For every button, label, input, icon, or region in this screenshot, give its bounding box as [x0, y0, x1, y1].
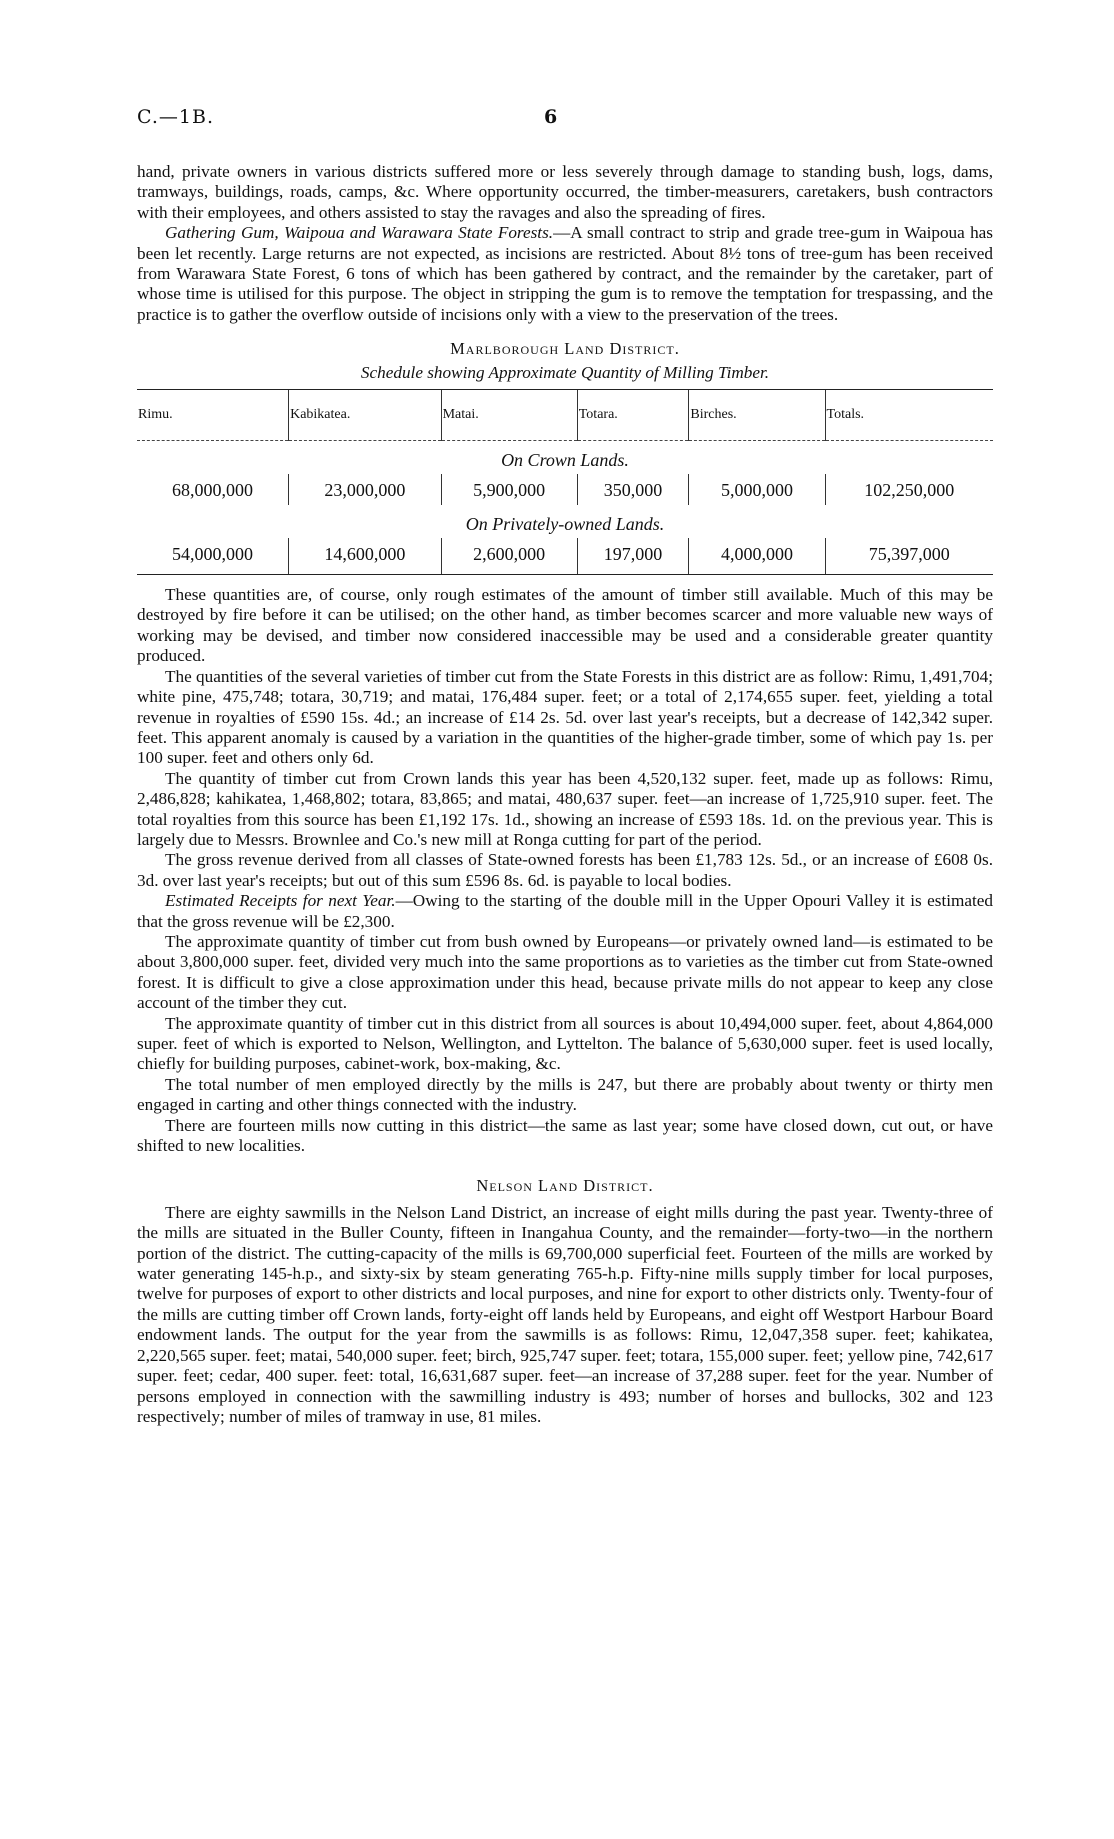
private-lands-label: On Privately-owned Lands. [465, 513, 665, 534]
paragraph-gum [137, 223, 993, 325]
paragraph-men-employed: The total number of men employed directly by the mills is 247, but there are probably about twenty or thirty men engaged in carting and other things connected with the industry. [137, 1074, 993, 1115]
section-row [137, 441, 993, 475]
paragraph-state-forests: The quantities of the several varieties of timber cut from the State Forests in this district are as follow: Rimu, 1,491,704; white pine, 475,748; totara, 30,719; and matai, 176,484 super. feet; or a total of 2,174,655 super. feet, yielding a total revenue in royalties of £590 15s. 4d.; an increase of £14 2s. 5d. over last year's receipts, but a decrease of 142,342 super. feet. This apparent anomaly is caused by a variation in the quantities of the higher-grade timber, some of which pay 1s. per 100 super. feet and others only 6d. [137, 666, 993, 768]
table-header-row [137, 390, 993, 441]
receipts-heading: Estimated Receipts for next Year. [165, 891, 396, 911]
column-header: Matai. [441, 390, 577, 441]
paragraph-estimated-receipts [137, 891, 993, 932]
document-body [137, 162, 993, 1427]
gum-text: —A small contract to strip and grade tree-gum in Waipoua has been let recently. Large returns are not expected, as incisions are restricted. About 8½ tons of tree-gum has been received from Warawara State Forest, 6 tons of which has been gathered by contract, and the remainder by the caretaker, part of whose time is utilised for this purpose. The object in stripping the gum is to remove the temptation for trespassing, and the practice is to gather the overflow outside of incisions only with a view to the preservation of the trees. [137, 223, 993, 324]
table-cell: 75,397,000 [825, 538, 993, 575]
paragraph-all-sources: The approximate quantity of timber cut in this district from all sources is about 10,494,000 super. feet, about 4,864,000 super. feet of which is exported to Nelson, Wellington, and Lyttelton. The balance of 5,630,000 super. feet is used locally, chiefly for building purposes, cabinet-work, box-making, &c. [137, 1013, 993, 1074]
document-reference: C.—1B. [137, 106, 214, 128]
column-header: Kabikatea. [289, 390, 442, 441]
marlborough-heading: Marlborough Land District. [450, 339, 680, 359]
paragraph-nelson: There are eighty sawmills in the Nelson Land District, an increase of eight mills during the past year. Twenty-three of the mills are situated in the Buller County, fifteen in Inangahua County, and the remainder—forty-two—in the northern portion of the district. The cutting-capacity of the mills is 69,700,000 superficial feet. Fourteen of the mills are worked by water generating 145-h.p., and sixty-six by steam generating 765-h.p. Fifty-nine mills supply timber for local purposes, twelve for purposes of export to other districts and local purposes, and nine for export to other districts only. Twenty-four of the mills are cutting timber off Crown lands, forty-eight off lands held by Europeans, and eight off Westport Harbour Board endowment lands. The output for the year from the sawmills is as follows: Rimu, 12,047,358 super. feet; kahikatea, 2,220,565 super. feet; matai, 540,000 super. feet; birch, 925,747 super. feet; totara, 155,000 super. feet; yellow pine, 742,617 super. feet; cedar, 400 super. feet: total, 16,631,687 super. feet—an increase of 37,288 super. feet for the year. Number of persons employed in connection with the sawmilling industry is 493; number of horses and bullocks, 302 and 123 respectively; number of miles of tramway in use, 81 miles. [137, 1202, 993, 1426]
paragraph-gross-revenue: The gross revenue derived from all classes of State-owned forests has been £1,783 12s. 5d., or an increase of £608 0s. 3d. over last year's receipts; but out of this sum £596 8s. 6d. is payable to local bodies. [137, 850, 993, 890]
column-header: Totara. [577, 390, 689, 441]
table-cell: 23,000,000 [289, 474, 442, 505]
page-number: 6 [544, 106, 558, 128]
table-cell: 14,600,000 [289, 538, 442, 575]
table-row [137, 474, 993, 505]
schedule-title: Schedule showing Approximate Quantity of Milling Timber. [360, 362, 770, 382]
table-cell: 5,000,000 [689, 474, 825, 505]
table-cell: 54,000,000 [137, 538, 289, 575]
paragraph-mills-cutting: There are fourteen mills now cutting in this district—the same as last year; some have closed down, cut out, or have shifted to new localities. [137, 1115, 993, 1156]
timber-schedule-table [137, 389, 993, 575]
gum-heading: Gathering Gum, Waipoua and Warawara State Forests. [165, 223, 554, 243]
table-cell: 4,000,000 [689, 538, 825, 575]
column-header: Birches. [689, 390, 825, 441]
paragraph-estimates: These quantities are, of course, only rough estimates of the amount of timber still available. Much of this may be destroyed by fire before it can be utilised; on the other hand, as timber becomes scarcer and more valuable new ways of working may be devised, and timber now considered inaccessible may be used and a considerable greater quantity produced. [137, 585, 993, 666]
column-header: Rimu. [137, 390, 289, 441]
table-cell: 102,250,000 [825, 474, 993, 505]
section-row [137, 505, 993, 538]
table-cell: 197,000 [577, 538, 689, 575]
table-cell: 5,900,000 [441, 474, 577, 505]
paragraph-crown-lands: The quantity of timber cut from Crown lands this year has been 4,520,132 super. feet, made up as follows: Rimu, 2,486,828; kahikatea, 1,468,802; totara, 83,865; and matai, 480,637 super. feet—an increase of 1,725,910 super. feet. The total royalties from this source has been £1,192 17s. 1d., showing an increase of £593 18s. 1d. on the previous year. This is largely due to Messrs. Brownlee and Co.'s new mill at Ronga cutting for part of the period. [137, 768, 993, 849]
nelson-heading: Nelson Land District. [476, 1176, 654, 1196]
column-header: Totals. [825, 390, 993, 441]
paragraph-fires: hand, private owners in various districts suffered more or less severely through damage to standing bush, logs, dams, tramways, buildings, roads, camps, &c. Where opportunity occurred, the timber-measurers, caretakers, bush contractors with their employees, and others assisted to stay the ravages and also the spreading of fires. [137, 162, 993, 222]
paragraph-private-land: The approximate quantity of timber cut from bush owned by Europeans—or privately owned land—is estimated to be about 3,800,000 super. feet, divided very much into the same proportions as to varieties as the timber cut from State-owned forest. It is difficult to give a close approximation under this head, because private mills do not appear to keep any close account of the timber they cut. [137, 931, 993, 1013]
table-cell: 2,600,000 [441, 538, 577, 575]
crown-lands-label: On Crown Lands. [501, 449, 629, 470]
receipts-text: —Owing to the starting of the double mill in the Upper Opouri Valley it is estimated that the gross revenue will be £2,300. [137, 891, 993, 931]
table-cell: 350,000 [577, 474, 689, 505]
table-row [137, 538, 993, 575]
table-cell: 68,000,000 [172, 479, 254, 500]
